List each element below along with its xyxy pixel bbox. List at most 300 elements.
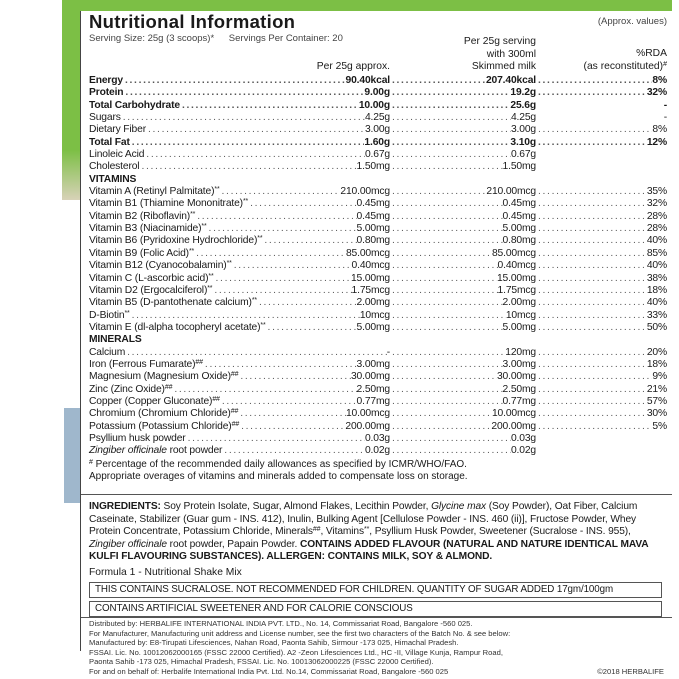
footnote-mark: **: [207, 284, 213, 292]
nutrient-name-text: Vitamin C (L-ascorbic acid): [89, 272, 209, 284]
milk-cell: [390, 322, 536, 334]
footnote-mark: **: [208, 272, 214, 280]
dot-leader: [390, 100, 510, 112]
nutrient-name-text: Calcium: [89, 346, 126, 358]
footnote-mark: **: [226, 260, 232, 268]
nutrient-name: [89, 421, 239, 433]
dot-leader: [390, 87, 510, 99]
dot-leader: [130, 137, 365, 149]
rda-value: [657, 149, 667, 161]
nutrient-name-text: Vitamin B9 (Folic Acid): [89, 247, 189, 259]
milk-cell: [390, 235, 536, 247]
ingredient-segment: (Soy Powder), Oat Fiber, Calcium Caseinate, Stabilizer (Guar gum - INS. 412), Inulin, Bulking Agent [Cellulose Powder - INS. 460 (ii)], Fructose Powder, Whey Protein Concentrate, Potassium Chloride, Minerals: [89, 501, 638, 538]
nutrient-name-text: Vitamin B3 (Niacinamide): [89, 223, 202, 235]
table-row: [89, 384, 667, 396]
dot-leader: [536, 408, 647, 420]
value-with-milk: 0.67g: [510, 149, 536, 161]
dot-leader: [536, 322, 647, 334]
value-with-milk: 207.40kcal: [485, 75, 536, 86]
nutrient-name-italic: Zingiber officinale: [89, 445, 167, 457]
dot-leader: [536, 112, 657, 124]
dot-leader: [390, 285, 498, 297]
divider: [81, 494, 672, 495]
nutrient-cell: [89, 100, 390, 112]
dot-leader: [390, 273, 497, 285]
approx-note: (Approx. values): [597, 16, 667, 27]
value-with-milk: 0.03g: [510, 432, 536, 444]
value-per-25g: 0.40mcg: [351, 260, 390, 272]
dot-leader: [536, 445, 657, 457]
table-row: [89, 396, 667, 408]
footnote-mark: **: [251, 297, 257, 305]
value-per-25g: 9.00g: [364, 87, 390, 99]
table-row: [89, 186, 667, 198]
value-per-25g: 0.67g: [364, 149, 390, 161]
dot-leader: [536, 421, 652, 433]
value-with-milk: 25.6g: [510, 99, 536, 111]
value-per-25g: 0.02g: [364, 445, 390, 457]
nutrient-name-text: Chromium (Chromium Chloride): [89, 408, 231, 420]
dot-leader: [536, 384, 647, 396]
dot-leader: [390, 235, 503, 247]
dot-leader: [180, 100, 359, 112]
rda-value: 33%: [646, 309, 667, 321]
rda-value: 50%: [646, 321, 667, 333]
value-with-milk: 4.25g: [510, 112, 536, 124]
sweetener-warning: CONTAINS ARTIFICIAL SWEETENER AND FOR CALORIE CONSCIOUS: [89, 601, 662, 617]
value-with-milk: 0.45mg: [502, 198, 536, 210]
dot-leader: [536, 223, 647, 235]
dot-leader: [536, 371, 652, 383]
header-line: Per 25g serving: [463, 36, 536, 47]
dot-leader: [390, 124, 511, 136]
rda-cell: [536, 198, 667, 210]
milk-cell: [390, 297, 536, 309]
dot-leader: [390, 384, 503, 396]
rda-cell: [536, 359, 667, 371]
nutrient-name-text: Copper (Copper Gluconate): [89, 395, 213, 407]
dot-leader: [390, 347, 505, 359]
rda-value: 40%: [646, 235, 667, 247]
nutrient-name-text: Vitamin D2 (Ergocalciferol): [89, 284, 208, 296]
nutrient-name-text: root powder: [166, 445, 223, 457]
dot-leader: [125, 347, 387, 359]
nutrient-name-text: Vitamin B2 (Riboflavin): [89, 210, 191, 222]
milk-cell: [390, 124, 536, 136]
footnote-mark: **: [201, 223, 207, 231]
nutrient-cell: [89, 421, 390, 433]
nutrient-cell: [89, 137, 390, 149]
milk-cell: [390, 371, 536, 383]
value-with-milk: 120mg: [505, 346, 536, 358]
value-with-milk: 0.45mg: [502, 210, 536, 222]
nutrient-name: [89, 124, 146, 136]
rda-value: 21%: [646, 383, 667, 395]
dot-leader: [257, 297, 357, 309]
value-per-25g: 90.40kcal: [345, 75, 390, 86]
table-row: [89, 235, 667, 247]
table-row: [89, 100, 667, 112]
table-row: [89, 223, 667, 235]
rda-value: 30%: [646, 408, 667, 420]
nutrient-name: [89, 408, 238, 420]
dot-leader: [266, 322, 357, 334]
ingredient-segment: CONTAINS ADDED FLAVOUR (NATURAL AND NATURE IDENTICAL MAVA KULFI FLAVOURING SUBSTANCES). ALLERGEN: CONTAINS MILK, SOY & ALMOND.: [89, 538, 649, 563]
dot-leader: [536, 347, 647, 359]
footnote-mark: **: [190, 210, 196, 218]
table-row: [89, 359, 667, 371]
dot-leader: [536, 124, 652, 136]
rda-value: 8%: [652, 75, 667, 86]
value-with-milk: 1.50mg: [502, 161, 536, 173]
footnote-mark: ##: [195, 358, 203, 366]
footnote-mark: ##: [212, 395, 220, 403]
dot-leader: [390, 211, 503, 223]
nutrient-cell: [89, 260, 390, 272]
dot-leader: [186, 433, 365, 445]
nutrient-name: [89, 211, 195, 223]
nutrient-cell: [89, 445, 390, 457]
value-per-25g: 1.50mg: [356, 161, 390, 173]
table-row: [89, 124, 667, 136]
table-row: [89, 347, 667, 359]
value-with-milk: 210.00mcg: [486, 186, 536, 198]
nutrient-cell: [89, 149, 390, 161]
dot-leader: [390, 198, 503, 210]
milk-cell: [390, 198, 536, 210]
nutrient-name-text: Vitamin B1 (Thiamine Mononitrate): [89, 198, 243, 210]
nutrient-cell: [89, 198, 390, 210]
nutrient-name: [89, 359, 203, 371]
nutrient-name-text: Cholesterol: [89, 161, 140, 173]
footnote-mark: ##: [230, 408, 239, 416]
nutrient-name: [89, 322, 266, 334]
nutrient-cell: [89, 161, 390, 173]
dot-leader: [390, 137, 510, 149]
value-per-25g: 210.00mcg: [340, 186, 390, 198]
nutrient-name-text: Psyllium husk powder: [89, 432, 186, 444]
dot-leader: [390, 396, 503, 408]
value-per-25g: 10.00mcg: [345, 408, 390, 420]
nutrient-name: [89, 371, 238, 383]
value-with-milk: 10.00mcg: [491, 408, 536, 420]
footer-line: For Manufacturer, Manufacturing unit address and License number, see the first two characters of the Batch No. & see below:: [89, 628, 511, 638]
dot-leader: [212, 285, 351, 297]
milk-cell: [390, 100, 536, 112]
nutrient-name-text: Dietary Fiber: [89, 124, 146, 136]
rda-cell: [536, 396, 667, 408]
table-row: [89, 87, 667, 99]
dot-leader: [390, 75, 486, 87]
value-with-milk: 200.00mg: [491, 420, 536, 432]
value-per-25g: 10.00g: [358, 99, 390, 111]
footnote-mark: #: [663, 60, 667, 68]
milk-cell: [390, 433, 536, 445]
footnote-mark: #: [89, 458, 93, 466]
nutrient-name-text: Zinc (Zinc Oxide): [89, 383, 165, 395]
nutrient-name: [89, 260, 232, 272]
nutrient-cell: [89, 396, 390, 408]
footnote-mark: **: [188, 247, 195, 255]
dot-leader: [195, 211, 356, 223]
footer-line: FSSAI. Lic. No. 10012062000165 (FSSC 22000 Certified). A2 -Zeon Lifesciences Ltd., HC -II, Village Kunja, Rampur Road,: [89, 647, 503, 657]
nutrient-cell: [89, 322, 390, 334]
footnote-mark: ##: [164, 383, 173, 391]
nutrient-cell: [89, 112, 390, 124]
rda-value: [657, 445, 667, 457]
rda-value: 5%: [652, 420, 667, 432]
rda-cell: [536, 322, 667, 334]
footnote-overages: Appropriate overages of vitamins and minerals added to compensate loss on storage.: [89, 471, 468, 483]
rda-cell: [536, 211, 667, 223]
milk-cell: [390, 273, 536, 285]
dot-leader: [390, 445, 511, 457]
nutrient-name-text: Vitamin B12 (Cyanocobalamin): [89, 260, 227, 272]
nutrient-cell: [89, 310, 390, 322]
dot-leader: [536, 87, 647, 99]
dot-leader: [123, 87, 364, 99]
header-line: Skimmed milk: [471, 61, 536, 72]
milk-cell: [390, 112, 536, 124]
footer-text: For and on behalf of: Herbalife International India Pvt. Ltd. No.14, Commissariat Road, Bangalore -560 025: [89, 666, 449, 676]
nutrient-name: [89, 273, 214, 285]
nutrient-name: [89, 347, 125, 359]
dot-leader: [238, 408, 346, 420]
nutrient-cell: [89, 297, 390, 309]
value-with-milk: 10mcg: [505, 309, 536, 321]
footnote-mark: **: [260, 321, 266, 329]
value-per-25g: 5.00mg: [356, 223, 390, 235]
milk-cell: [390, 421, 536, 433]
value-per-25g: 85.00mcg: [345, 247, 390, 259]
footnote-text: Percentage of the recommended daily allowances as specified by ICMR/WHO/FAO.: [92, 458, 467, 470]
table-row: [89, 198, 667, 210]
dot-leader: [390, 359, 503, 371]
milk-cell: [390, 75, 536, 87]
rda-cell: [536, 75, 667, 87]
value-with-milk: 30.00mg: [496, 371, 536, 383]
rda-cell: [536, 371, 667, 383]
value-per-25g: 2.00mg: [356, 297, 390, 309]
value-per-25g: 1.60g: [364, 136, 390, 148]
divider: [81, 617, 672, 618]
dot-leader: [390, 371, 497, 383]
nutrient-name: [89, 87, 123, 99]
table-row: [89, 260, 667, 272]
nutrient-name: [89, 445, 222, 457]
dot-leader: [536, 359, 647, 371]
formula-name: Formula 1 - Nutritional Shake Mix: [89, 567, 242, 578]
header-line: with 300ml: [486, 48, 536, 60]
rda-cell: [536, 112, 667, 124]
blue-side-band: [64, 408, 80, 503]
table-row: [89, 112, 667, 124]
column-header-per-25g: Per 25g approx.: [316, 61, 390, 72]
rda-cell: [536, 161, 667, 173]
milk-cell: [390, 285, 536, 297]
nutrient-cell: [89, 433, 390, 445]
milk-cell: [390, 384, 536, 396]
value-per-25g: 0.80mg: [356, 235, 390, 247]
ingredient-segment: Glycine max: [431, 501, 487, 512]
dot-leader: [536, 198, 647, 210]
rda-value: 18%: [646, 358, 667, 370]
table-row: [89, 433, 667, 445]
dot-leader: [390, 310, 506, 322]
rda-value: 28%: [646, 223, 667, 235]
dot-leader: [144, 149, 365, 161]
value-per-25g: 15.00mg: [350, 272, 390, 284]
dot-leader: [248, 198, 356, 210]
rda-cell: [536, 433, 667, 445]
value-with-milk: 5.00mg: [502, 321, 536, 333]
milk-cell: [390, 445, 536, 457]
milk-cell: [390, 149, 536, 161]
nutrient-name: [89, 186, 220, 198]
ingredients-text: [89, 501, 664, 564]
dot-leader: [536, 310, 647, 322]
rda-value: 57%: [646, 395, 667, 407]
rda-cell: [536, 137, 667, 149]
nutrient-name: [89, 112, 121, 124]
table-row: [89, 211, 667, 223]
rda-cell: [536, 273, 667, 285]
rda-cell: [536, 408, 667, 420]
dot-leader: [262, 235, 356, 247]
serving-size: Serving Size: 25g (3 scoops)*: [89, 33, 215, 44]
milk-cell: [390, 310, 536, 322]
rda-cell: [536, 87, 667, 99]
rda-value: 40%: [646, 297, 667, 309]
nutrient-cell: [89, 359, 390, 371]
copyright: ©2018 HERBALIFE: [597, 666, 664, 676]
serving-info: [89, 33, 355, 44]
footer-line: Distributed by: HERBALIFE INTERNATIONAL INDIA PVT. LTD., No. 14, Commissariat Road, Bangalore -560 025.: [89, 619, 473, 628]
table-row: [89, 371, 667, 383]
rda-cell: [536, 223, 667, 235]
dot-leader: [536, 273, 647, 285]
table-row: [89, 161, 667, 173]
rda-cell: [536, 124, 667, 136]
section-heading: VITAMINS: [89, 173, 137, 185]
rda-cell: [536, 297, 667, 309]
nutrient-name-text: Vitamin B5 (D-pantothenate calcium): [89, 297, 252, 309]
nutrient-cell: [89, 384, 390, 396]
milk-cell: [390, 260, 536, 272]
dot-leader: [220, 186, 341, 198]
milk-cell: [390, 87, 536, 99]
milk-cell: [390, 248, 536, 260]
header-line: [536, 61, 667, 74]
table-row: [89, 137, 667, 149]
milk-cell: [390, 223, 536, 235]
nutrient-cell: [89, 371, 390, 383]
table-row: [89, 297, 667, 309]
dot-leader: [214, 273, 351, 285]
milk-cell: [390, 359, 536, 371]
value-per-25g: 0.45mg: [356, 210, 390, 222]
value-with-milk: 3.00mg: [502, 358, 536, 370]
nutrient-name: [89, 310, 130, 322]
value-per-25g: 3.00mg: [356, 358, 390, 370]
ingredient-segment: INGREDIENTS:: [89, 501, 164, 512]
rda-value: 32%: [646, 198, 667, 210]
dot-leader: [390, 260, 498, 272]
dot-leader: [390, 149, 511, 161]
rda-value: 40%: [646, 260, 667, 272]
nutrient-name-text: Protein: [89, 87, 124, 99]
table-row: [89, 408, 667, 420]
value-with-milk: 0.40mcg: [497, 260, 536, 272]
table-row: [89, 75, 667, 87]
dot-leader: [536, 149, 657, 161]
rda-cell: [536, 445, 667, 457]
rda-value: -: [663, 112, 667, 124]
value-with-milk: 0.02g: [510, 445, 536, 457]
table-row: [89, 445, 667, 457]
milk-cell: [390, 408, 536, 420]
dot-leader: [390, 161, 503, 173]
nutrient-cell: [89, 248, 390, 260]
dot-leader: [536, 137, 647, 149]
rda-value: 35%: [646, 186, 667, 198]
table-row: [89, 248, 667, 260]
nutrient-name: [89, 223, 207, 235]
value-with-milk: 1.75mcg: [497, 284, 536, 296]
nutrient-cell: [89, 223, 390, 235]
rda-cell: [536, 186, 667, 198]
nutrient-cell: [89, 75, 390, 87]
milk-cell: [390, 396, 536, 408]
ingredient-segment: , Psyllium Husk Powder, Sweetener (Sucralose - INS. 955),: [369, 526, 631, 538]
nutrient-name: [89, 235, 262, 247]
value-with-milk: 3.00g: [510, 124, 536, 136]
footer-line: Manufactured by: E8-Tirupati Lifesciences, Nahan Road, Paonta Sahib, Sirmour -173 025, Himachal Pradesh.: [89, 638, 459, 648]
footnote-mark: **: [257, 235, 263, 243]
footnote-rda: [89, 459, 667, 472]
value-with-milk: 2.00mg: [502, 297, 536, 309]
green-side-band: [62, 0, 81, 200]
dot-leader: [172, 384, 356, 396]
dot-leader: [390, 322, 503, 334]
rda-cell: [536, 235, 667, 247]
dot-leader: [390, 186, 486, 198]
rda-cell: [536, 149, 667, 161]
rda-value: 20%: [646, 346, 667, 358]
value-per-25g: 1.75mcg: [351, 284, 390, 296]
table-row: [89, 421, 667, 433]
nutrient-name-text: Magnesium (Magnesium Oxide): [89, 371, 231, 383]
dot-leader: [536, 100, 657, 112]
manufacturer-info: [89, 619, 664, 677]
dot-leader: [536, 248, 647, 260]
rda-cell: [536, 384, 667, 396]
dot-leader: [536, 186, 647, 198]
milk-cell: [390, 186, 536, 198]
value-per-25g: 0.77mg: [356, 395, 390, 407]
nutrient-name: [89, 149, 144, 161]
dot-leader: [222, 445, 365, 457]
nutrient-name: [89, 297, 257, 309]
value-with-milk: 2.50mg: [502, 383, 536, 395]
dot-leader: [536, 75, 652, 87]
nutrient-name: [89, 137, 130, 149]
ingredient-segment: Zingiber officinale: [89, 538, 167, 550]
dot-leader: [207, 223, 357, 235]
table-row: [89, 273, 667, 285]
sucralose-warning: THIS CONTAINS SUCRALOSE. NOT RECOMMENDED FOR CHILDREN. QUANTITY OF SUGAR ADDED 17gm/100gm: [89, 582, 662, 598]
value-per-25g: 0.03g: [364, 432, 390, 444]
